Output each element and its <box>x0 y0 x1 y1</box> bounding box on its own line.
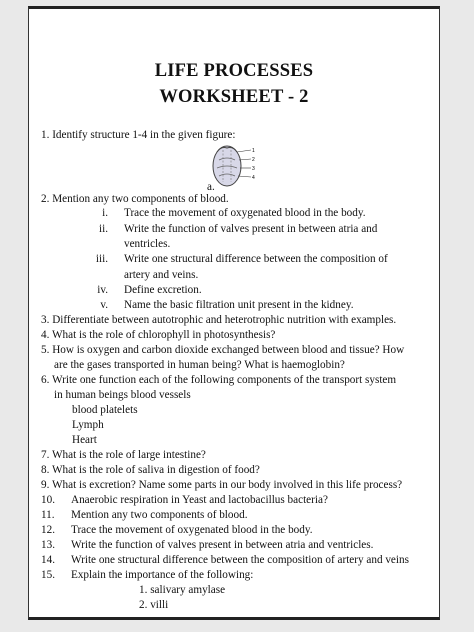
question-10 <box>41 493 328 507</box>
question-number: 3. <box>41 314 50 326</box>
figure-label-3: 3 <box>252 166 255 172</box>
sub-text: Name the basic filtration unit present in the kidney. <box>124 299 354 311</box>
figure-label-2: 2 <box>252 157 255 163</box>
sub-text: Trace the movement of oxygenated blood in the body. <box>124 207 366 219</box>
question-text: Write one structural difference between the composition of artery and veins <box>71 554 409 566</box>
question-text: Write one function each of the following components of the transport system <box>52 374 397 386</box>
sub-text-continued: artery and veins. <box>124 269 199 281</box>
sub-text: Write the function of valves present in between atria and <box>124 223 378 235</box>
figure-caption: a. <box>207 181 215 193</box>
question-5 <box>41 343 404 357</box>
question-8 <box>41 463 260 477</box>
question-number: 7. <box>41 449 50 461</box>
question-11 <box>41 508 248 522</box>
question-text: What is the role of saliva in digestion of food? <box>52 464 260 476</box>
question-text-continued: in human beings blood vessels <box>54 389 191 401</box>
question-text-continued: are the gases transported in human being? What is haemoglobin? <box>54 359 345 371</box>
question-number: 4. <box>41 329 50 341</box>
question-13 <box>41 538 373 552</box>
question-text: Mention any two components of blood. <box>71 509 248 521</box>
sub-number: v. <box>100 299 108 311</box>
list-number: 2. <box>139 599 148 611</box>
sub-text: Define excretion. <box>124 284 202 296</box>
sub-question-i <box>102 206 366 220</box>
sub-question-v <box>100 298 354 312</box>
worksheet-page <box>28 6 440 620</box>
question-3 <box>41 313 396 327</box>
worksheet-title: LIFE PROCESSES <box>154 61 314 81</box>
question-text: Write the function of valves present in between atria and ventricles. <box>71 539 374 551</box>
list-item: Lymph <box>72 419 104 431</box>
figure-label-1: 1 <box>252 148 255 154</box>
list-item <box>139 598 168 612</box>
question-number: 14. <box>41 554 55 566</box>
question-number: 15. <box>41 569 55 581</box>
question-9 <box>41 478 402 492</box>
question-2 <box>41 192 229 206</box>
list-text: villi <box>150 599 169 611</box>
question-number: 11. <box>41 509 55 521</box>
list-item: blood platelets <box>72 404 138 416</box>
question-text: Anaerobic respiration in Yeast and lactobacillus bacteria? <box>71 494 328 506</box>
question-text: Mention any two components of blood. <box>52 193 229 205</box>
question-number: 8. <box>41 464 50 476</box>
sub-number: i. <box>102 207 108 219</box>
question-12 <box>41 523 313 537</box>
question-number: 10. <box>41 494 55 506</box>
question-6 <box>41 373 396 387</box>
question-text: How is oxygen and carbon dioxide exchanged between blood and tissue? How <box>52 344 405 356</box>
list-item <box>139 583 225 597</box>
list-text: salivary amylase <box>150 584 226 596</box>
question-1 <box>41 128 235 142</box>
question-number: 13. <box>41 539 55 551</box>
question-15 <box>41 568 253 582</box>
sub-question-ii <box>98 222 378 236</box>
sub-text: Write one structural difference between the composition of <box>124 253 388 265</box>
figure-label-4: 4 <box>252 175 255 181</box>
question-number: 2. <box>41 193 50 205</box>
question-text: Identify structure 1-4 in the given figure: <box>52 129 236 141</box>
question-text: Differentiate between autotrophic and heterotrophic nutrition with examples. <box>52 314 397 326</box>
question-text: Explain the importance of the following: <box>71 569 254 581</box>
question-number: 5. <box>41 344 50 356</box>
sub-number: iii. <box>95 253 108 265</box>
sub-question-iii <box>95 252 388 266</box>
list-number: 1. <box>139 584 148 596</box>
question-number: 1. <box>41 129 50 141</box>
list-item: Heart <box>72 434 97 446</box>
sub-question-iv <box>97 283 202 297</box>
sub-number: ii. <box>98 223 108 235</box>
question-4 <box>41 328 275 342</box>
question-number: 9. <box>41 479 50 491</box>
sub-text-continued: ventricles. <box>124 238 171 250</box>
question-text: What is the role of chlorophyll in photosynthesis? <box>52 329 276 341</box>
question-7 <box>41 448 206 462</box>
question-text: Trace the movement of oxygenated blood in the body. <box>71 524 313 536</box>
question-text: What is excretion? Name some parts in our body involved in this life process? <box>52 479 403 491</box>
heart-figure <box>207 142 263 188</box>
sub-number: iv. <box>97 284 108 296</box>
question-number: 6. <box>41 374 50 386</box>
question-14 <box>41 553 409 567</box>
question-text: What is the role of large intestine? <box>52 449 206 461</box>
worksheet-subtitle: WORKSHEET - 2 <box>159 87 309 107</box>
question-number: 12. <box>41 524 55 536</box>
